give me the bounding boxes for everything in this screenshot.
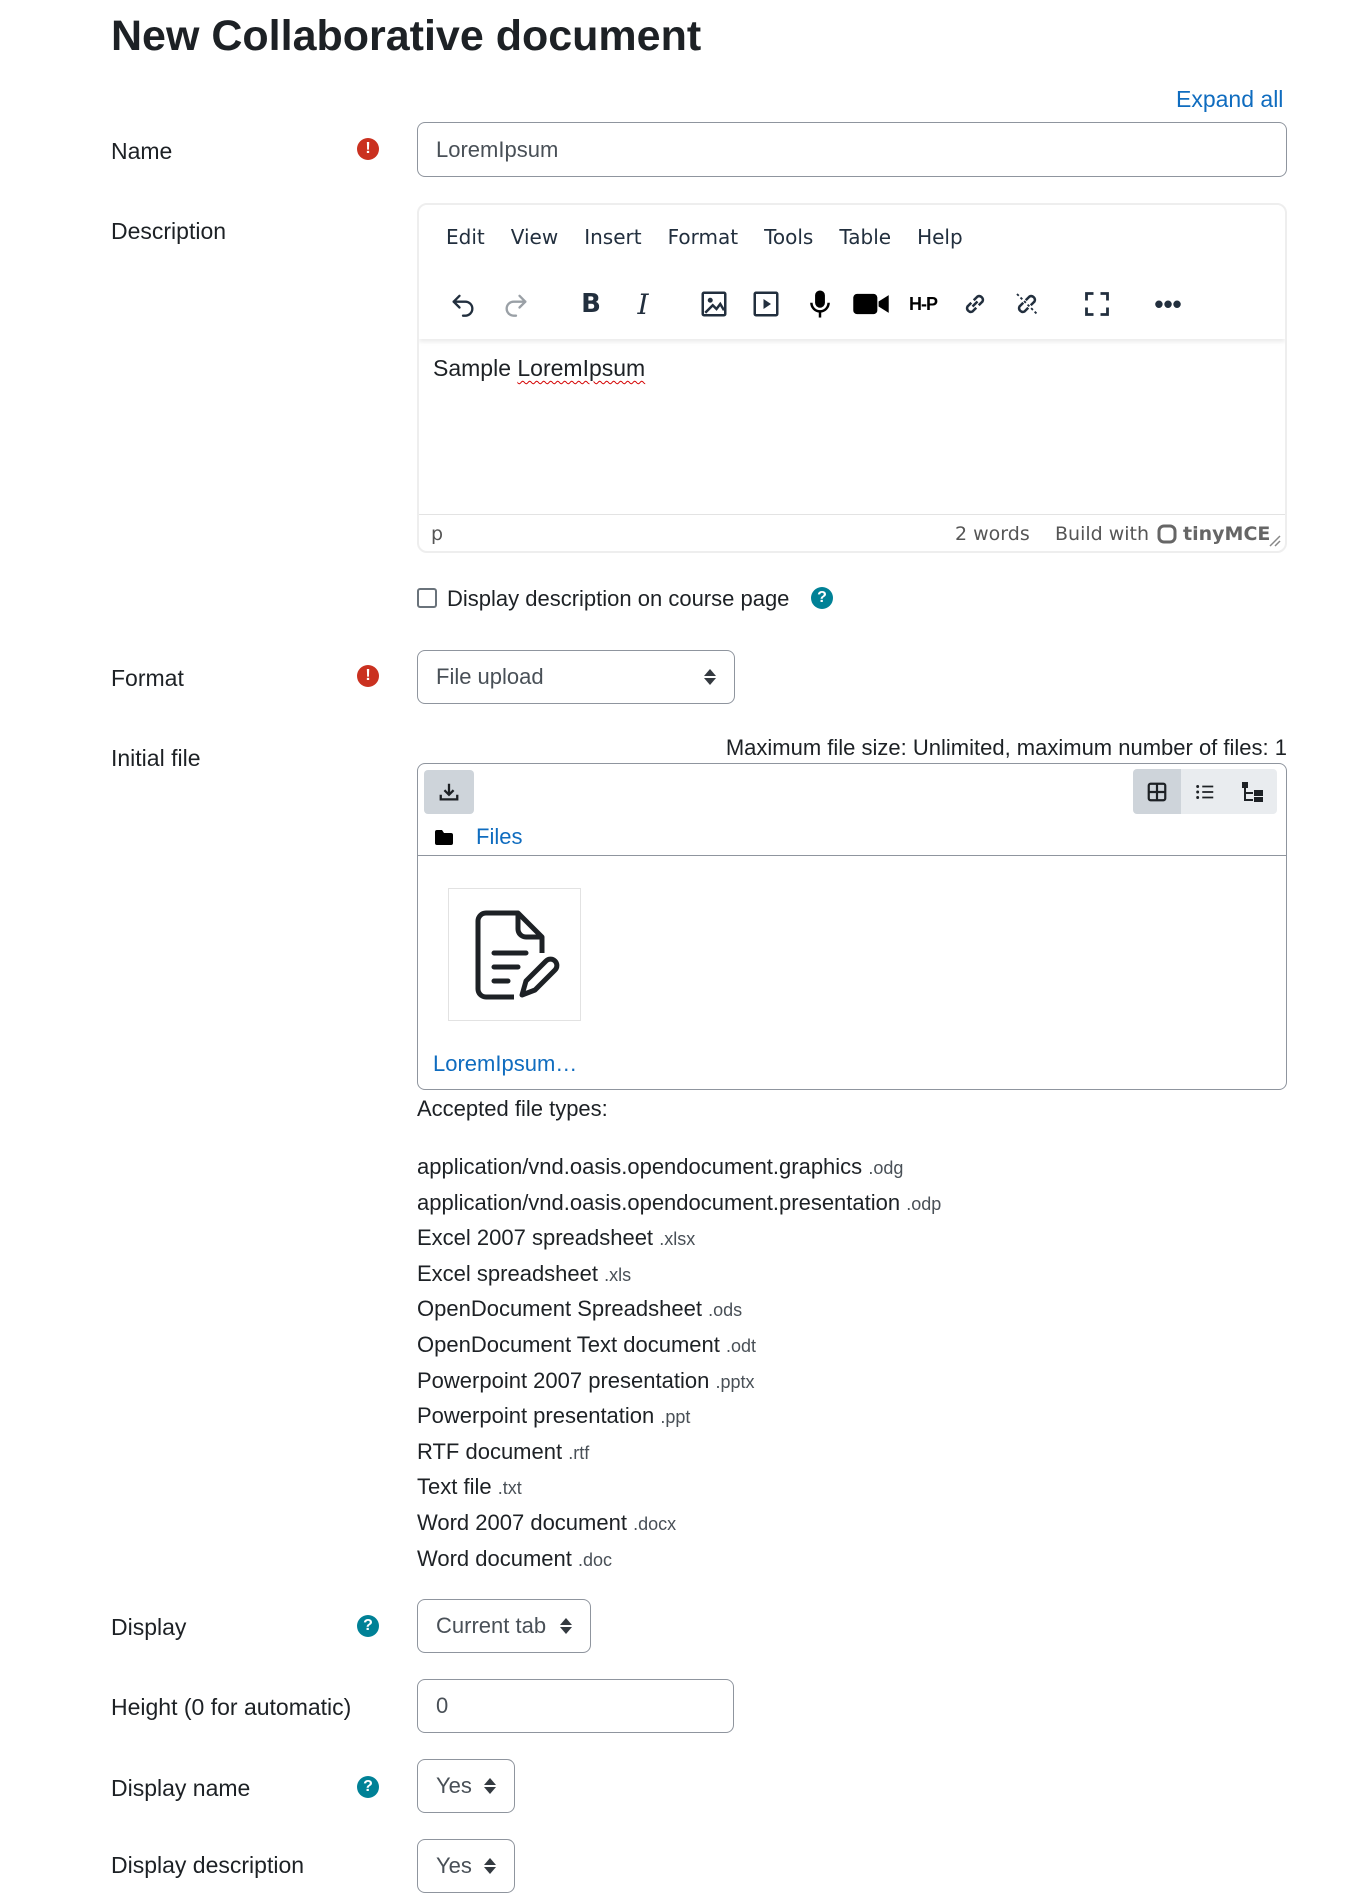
accepted-types-list: [417, 1150, 941, 1577]
type-ext: .xlsx: [659, 1229, 696, 1250]
display-select-value: Current tab: [436, 1613, 547, 1638]
type-name: application/vnd.oasis.opendocument.presentation: [417, 1189, 901, 1215]
display-description-select[interactable]: [417, 1839, 515, 1893]
view-tree-button[interactable]: [1229, 769, 1277, 814]
list-item: [417, 1399, 941, 1435]
file-limits: Maximum file size: Unlimited, maximum number of files: 1: [725, 735, 1287, 760]
editor-content[interactable]: [433, 355, 645, 382]
record-audio-icon[interactable]: [798, 281, 842, 327]
type-ext: .odg: [868, 1158, 904, 1178]
list-item: [417, 1506, 941, 1542]
display-description-checkbox[interactable]: [417, 588, 437, 608]
view-list-button[interactable]: [1181, 769, 1229, 814]
editor-statusbar: [419, 514, 1285, 551]
grid-icon: [1146, 781, 1168, 803]
file-thumbnail[interactable]: [448, 888, 581, 1021]
list-item: [417, 1257, 941, 1293]
display-description-label: Display description on course page: [447, 586, 790, 611]
file-manager-toolbar: [418, 764, 1286, 856]
tinymce-logo-text: tinyMCE: [1183, 523, 1271, 545]
view-switcher: [1133, 769, 1277, 814]
type-ext: .pptx: [715, 1371, 755, 1392]
tree-icon: [1241, 781, 1265, 803]
description-editor: [417, 203, 1287, 553]
list-icon: [1194, 781, 1216, 803]
select-arrows-icon: [704, 669, 716, 685]
build-with-text: Build with: [1055, 523, 1150, 545]
type-name: Excel 2007 spreadsheet: [417, 1225, 654, 1251]
type-name: application/vnd.oasis.opendocument.graphics: [417, 1154, 863, 1179]
download-icon: [438, 781, 460, 803]
editor-toolbar: [419, 281, 1285, 331]
more-icon[interactable]: •••: [1154, 288, 1182, 319]
type-ext: .docx: [633, 1513, 677, 1534]
image-icon[interactable]: [692, 281, 736, 327]
italic-icon[interactable]: I: [637, 287, 649, 321]
type-name: Excel spreadsheet: [417, 1260, 598, 1286]
menu-edit[interactable]: Edit: [446, 225, 485, 249]
help-icon[interactable]: ?: [811, 587, 833, 609]
format-select[interactable]: [417, 650, 735, 704]
type-ext: .doc: [578, 1549, 613, 1570]
folder-icon: [434, 829, 454, 846]
type-name: Powerpoint 2007 presentation: [417, 1367, 710, 1393]
media-icon[interactable]: [744, 281, 788, 327]
name-label: Name: [111, 138, 173, 164]
required-icon: !: [357, 138, 379, 160]
list-item: [417, 1435, 941, 1471]
type-ext: .ods: [708, 1300, 743, 1321]
fullscreen-icon[interactable]: [1075, 281, 1119, 327]
type-name: RTF document: [417, 1438, 563, 1464]
type-name: Text file: [417, 1474, 492, 1500]
display-name-label: Display name: [111, 1775, 251, 1801]
file-manager: [417, 763, 1287, 1090]
type-name: Word document: [417, 1545, 572, 1571]
file-path: [434, 824, 522, 850]
tinymce-branding[interactable]: [1055, 523, 1270, 545]
type-ext: .odp: [906, 1193, 942, 1214]
list-item: [417, 1470, 941, 1506]
height-input[interactable]: 0: [417, 1679, 734, 1733]
type-ext: .txt: [497, 1478, 522, 1499]
menu-insert[interactable]: Insert: [584, 225, 642, 249]
type-ext: .ppt: [660, 1407, 691, 1428]
download-all-button[interactable]: [424, 770, 474, 814]
bold-icon[interactable]: B: [581, 289, 601, 319]
file-name-link[interactable]: LoremIpsum…: [433, 1051, 578, 1076]
view-icons-button[interactable]: [1133, 769, 1181, 814]
format-label: Format: [111, 665, 184, 691]
menu-help[interactable]: Help: [917, 225, 963, 249]
display-name-select-value: Yes: [436, 1773, 472, 1798]
display-description-select-value: Yes: [436, 1853, 472, 1878]
height-label: Height (0 for automatic): [111, 1694, 352, 1720]
list-item: [417, 1542, 941, 1578]
initial-file-label: Initial file: [111, 745, 201, 771]
list-item: [417, 1221, 941, 1257]
list-item: [417, 1150, 941, 1186]
resize-handle-icon[interactable]: [1267, 533, 1281, 547]
type-ext: .odt: [726, 1335, 757, 1356]
list-item: [417, 1364, 941, 1400]
format-select-value: File upload: [436, 664, 544, 689]
misspelled-word: LoremIpsum: [517, 355, 646, 381]
display-label: Display: [111, 1614, 187, 1640]
link-icon[interactable]: [953, 281, 997, 327]
type-name: OpenDocument Text document: [417, 1331, 720, 1357]
select-arrows-icon: [484, 1778, 496, 1794]
accepted-types-title: Accepted file types:: [417, 1096, 608, 1121]
document-edit-icon: [470, 905, 560, 1005]
help-icon[interactable]: ?: [357, 1615, 379, 1637]
element-path[interactable]: p: [431, 523, 444, 545]
list-item: [417, 1292, 941, 1328]
undo-icon[interactable]: [441, 281, 485, 327]
type-ext: .xls: [604, 1264, 632, 1285]
list-item: [417, 1186, 941, 1222]
type-name: Word 2007 document: [417, 1509, 627, 1535]
record-video-icon[interactable]: [849, 281, 893, 327]
editor-header: [419, 205, 1285, 339]
expand-all-link[interactable]: Expand all: [1176, 86, 1284, 112]
word-count[interactable]: 2 words: [955, 523, 1030, 545]
display-name-select[interactable]: [417, 1759, 515, 1813]
editor-menubar: [433, 225, 976, 249]
menu-format[interactable]: Format: [667, 225, 739, 249]
display-description-field-label: Display description: [111, 1852, 305, 1878]
menu-tools[interactable]: Tools: [764, 225, 814, 249]
redo-icon[interactable]: [494, 281, 538, 327]
files-path-link[interactable]: Files: [476, 824, 523, 849]
unlink-icon[interactable]: [1005, 281, 1049, 327]
type-ext: .rtf: [568, 1442, 590, 1463]
description-label: Description: [111, 218, 227, 244]
page-title: New Collaborative document: [111, 12, 702, 60]
help-icon[interactable]: ?: [357, 1776, 379, 1798]
menu-view[interactable]: View: [510, 225, 559, 249]
select-arrows-icon: [560, 1618, 572, 1634]
list-item: [417, 1328, 941, 1364]
select-arrows-icon: [484, 1858, 496, 1874]
menu-table[interactable]: Table: [839, 225, 892, 249]
name-input[interactable]: LoremIpsum: [417, 122, 1287, 177]
display-select[interactable]: [417, 1599, 591, 1653]
tinymce-logo-icon: [1157, 524, 1177, 544]
type-name: Powerpoint presentation: [417, 1403, 655, 1429]
editor-text: Sample: [433, 355, 518, 381]
h5p-icon[interactable]: H-P: [909, 293, 937, 314]
required-icon: !: [357, 665, 379, 687]
type-name: OpenDocument Spreadsheet: [417, 1296, 702, 1322]
